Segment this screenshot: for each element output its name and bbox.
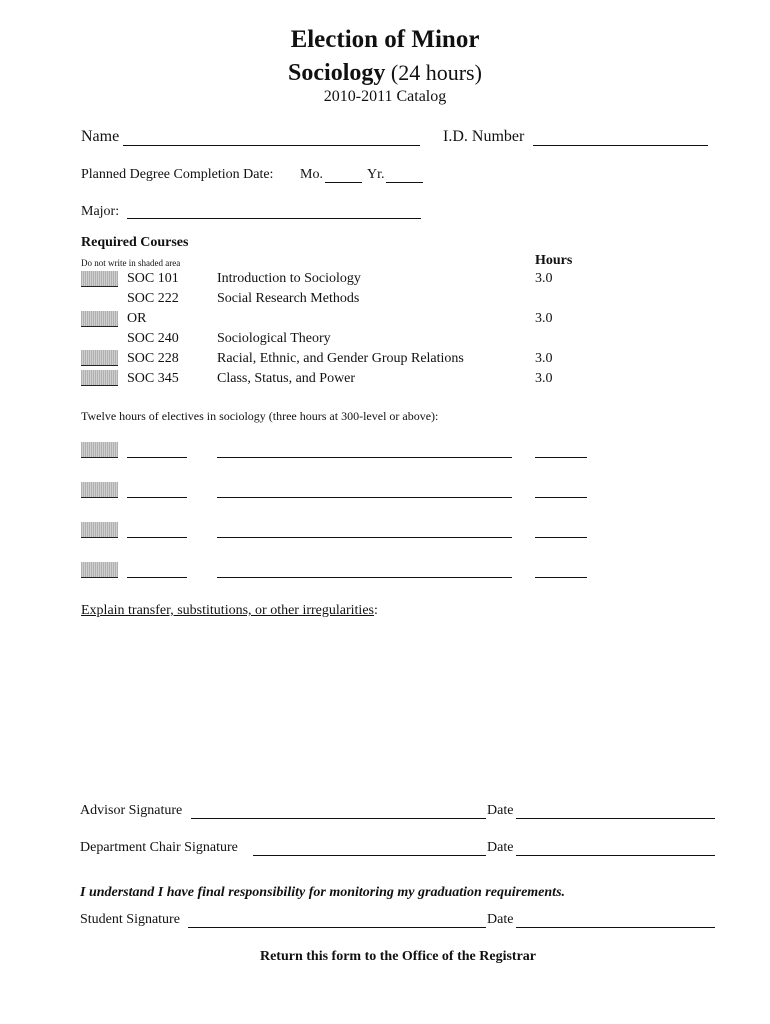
- name-label: Name: [81, 128, 120, 145]
- chair-signature-label: Department Chair Signature: [80, 840, 238, 855]
- completion-date-label: Planned Degree Completion Date:: [81, 167, 274, 182]
- elective-title-field[interactable]: [217, 457, 512, 458]
- return-instructions: Return this form to the Office of the Registrar: [259, 949, 537, 964]
- catalog-year: 2010-2011 Catalog: [323, 88, 447, 105]
- elective-course-field[interactable]: [127, 537, 187, 538]
- course-code: SOC 345: [127, 371, 179, 386]
- chair-date-label: Date: [487, 840, 514, 855]
- course-code: OR: [127, 311, 147, 326]
- student-date-field[interactable]: [516, 927, 715, 928]
- explain-label: [81, 603, 378, 619]
- explain-label-text: Explain transfer, substitutions, or other irregularities: [81, 603, 374, 618]
- elective-course-field[interactable]: [127, 457, 187, 458]
- shaded-box: [81, 271, 118, 287]
- student-signature-field[interactable]: [188, 927, 486, 928]
- month-field[interactable]: [325, 182, 362, 183]
- shaded-area-note: Do not write in shaded area: [81, 258, 181, 268]
- course-title: Introduction to Sociology: [217, 271, 361, 286]
- advisor-date-label: Date: [487, 803, 514, 818]
- advisor-date-field[interactable]: [516, 818, 715, 819]
- required-courses-heading: Required Courses: [81, 235, 189, 250]
- student-signature-label: Student Signature: [80, 912, 180, 927]
- chair-signature-field[interactable]: [253, 855, 486, 856]
- id-number-label: I.D. Number: [443, 128, 525, 145]
- minor-hours: (24 hours): [385, 60, 482, 85]
- explain-area[interactable]: [81, 625, 701, 795]
- course-code: SOC 240: [127, 331, 179, 346]
- course-code: SOC 228: [127, 351, 179, 366]
- shaded-box: [81, 522, 118, 538]
- year-label: Yr.: [367, 167, 385, 182]
- electives-note: Twelve hours of electives in sociology (three hours at 300-level or above):: [81, 409, 439, 423]
- elective-hours-field[interactable]: [535, 457, 587, 458]
- elective-title-field[interactable]: [217, 537, 512, 538]
- minor-name: Sociology: [288, 60, 386, 86]
- course-title: Class, Status, and Power: [217, 371, 356, 386]
- shaded-box: [81, 311, 118, 327]
- shaded-box: [81, 370, 118, 386]
- elective-hours-field[interactable]: [535, 577, 587, 578]
- elective-title-field[interactable]: [217, 497, 512, 498]
- id-number-field[interactable]: [533, 145, 708, 146]
- course-code: SOC 222: [127, 291, 179, 306]
- course-hours: 3.0: [535, 311, 553, 326]
- course-title: Social Research Methods: [217, 291, 360, 306]
- advisor-signature-field[interactable]: [191, 818, 486, 819]
- shaded-box: [81, 562, 118, 578]
- elective-course-field[interactable]: [127, 497, 187, 498]
- responsibility-statement: I understand I have final responsibility for monitoring my graduation requirements.: [80, 885, 566, 900]
- chair-date-field[interactable]: [516, 855, 715, 856]
- course-title: Sociological Theory: [217, 331, 331, 346]
- elective-hours-field[interactable]: [535, 497, 587, 498]
- year-field[interactable]: [386, 182, 423, 183]
- shaded-box: [81, 350, 118, 366]
- form-title: Election of Minor: [290, 26, 480, 53]
- course-title: Racial, Ethnic, and Gender Group Relations: [217, 351, 464, 366]
- course-hours: 3.0: [535, 271, 553, 286]
- advisor-signature-label: Advisor Signature: [80, 803, 183, 818]
- elective-course-field[interactable]: [127, 577, 187, 578]
- shaded-box: [81, 482, 118, 498]
- shaded-box: [81, 442, 118, 458]
- hours-heading: Hours: [535, 253, 573, 268]
- student-date-label: Date: [487, 912, 514, 927]
- major-field[interactable]: [127, 218, 421, 219]
- course-hours: 3.0: [535, 371, 553, 386]
- elective-hours-field[interactable]: [535, 537, 587, 538]
- elective-title-field[interactable]: [217, 577, 512, 578]
- explain-label-colon: :: [373, 603, 378, 618]
- course-code: SOC 101: [127, 271, 179, 286]
- major-label: Major:: [81, 204, 120, 219]
- form-subtitle: [0, 60, 770, 87]
- course-hours: 3.0: [535, 351, 553, 366]
- month-label: Mo.: [300, 167, 323, 182]
- name-field[interactable]: [123, 145, 420, 146]
